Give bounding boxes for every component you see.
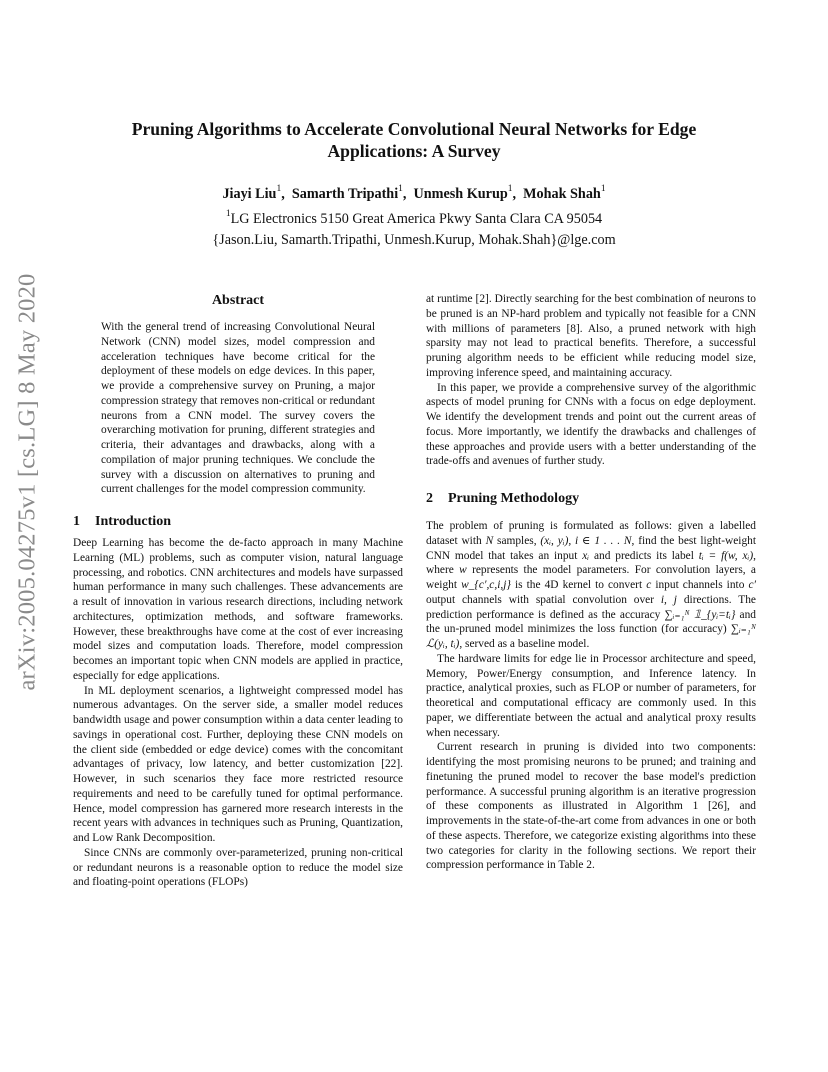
paragraph: The hardware limits for edge lie in Processor architecture and speed, Memory, Power/Energy consumption, and Inference latency. In practice, analytical proxies, such as FLOP or number of parameters, for theoretical and computational efficacy are commonly used. In this paper, we differentiate between the actual and analytical proxy results when necessary. — [426, 652, 756, 739]
section-heading-introduction: 1 Introduction — [73, 514, 171, 529]
author-mark: 1 — [600, 184, 606, 194]
author-emails: {Jason.Liu, Samarth.Tripathi, Unmesh.Kurup, Mohak.Shah}@lge.com — [212, 232, 616, 248]
author-name: Unmesh Kurup — [413, 186, 508, 202]
paragraph: Deep Learning has become the de-facto approach in many Machine Learning (ML) problems, such as computer vision, natural language processing, and robotics. CNN architectures and models have surpassed human performance in many such challenges. These advancements are a result of innovation in various research directions, including network architectures, optimization methods, and software frameworks. However, these breakthroughs have come at the cost of ever increasing model sizes and computation loads. Therefore, model compression becomes an important topic when CNN models are applied in practice, especially for edge applications. — [73, 537, 403, 682]
right-column — [426, 292, 756, 873]
author-mark: 1 — [398, 184, 403, 194]
affiliation-block — [80, 209, 748, 251]
paragraph: The problem of pruning is formulated as follows: given a labelled dataset with N samples, (xᵢ, yᵢ), i ∈ 1 . . . N, find the best light-weight CNN model that takes an input xᵢ and predicts its label tᵢ = f(w, xᵢ), where w represents the model parameters. For convolution layers, a weight w_{c′,c,i,j} is the 4D kernel to convert c input channels into c′ output channels with spatial convolution over i, j directions. The prediction performance is defined as the accuracy ∑ᵢ₌₁ᴺ 𝟙_{yᵢ=tᵢ} and the un-pruned model minimizes the loss function (for accuracy) ∑ᵢ₌₁ᴺ ℒ(yᵢ, tᵢ), served as a baseline model. — [426, 520, 757, 650]
paragraph: In this paper, we provide a comprehensive survey of the algorithmic aspects of model pruning for CNNs with a focus on edge deployment. We identify the development trends and point out the current areas of focus. More importantly, we identify the drawbacks and challenges of these approaches and provide users with a better understanding of the trade-offs and avenues of further study. — [426, 381, 756, 468]
paragraph: Current research in pruning is divided into two components: identifying the most promising neurons to be pruned; and training and finetuning the pruned model to recover the base model's prediction performance. A successful pruning algorithm is an iterative progression of these components as illustrated in Algorithm 1 [26], and improvements in the state-of-the-art come from advances in one or both of these aspects. Therefore, we categorize existing algorithms into these two categories for clarity in the following sections. We report their compression performance in Table 2. — [426, 741, 756, 872]
left-column — [73, 292, 403, 890]
paragraph: In ML deployment scenarios, a lightweight compressed model has numerous advantages. On the server side, a smaller model reduces bandwidth usage and power consumption within a data center leading to savings in operational cost. Further, deploying these CNN models on the client side (embedded or edge device) comes with the concomitant advantages of privacy, low latency, and better customization [22]. However, in such scenarios they face more restricted resource requirements and need to be carefully tuned for optimal performance. Hence, model compression has garnered more research interests in the recent years with advances in techniques such as Pruning, Quantization, and Low Rank Decomposition. — [73, 684, 403, 844]
author-name: Samarth Tripathi — [291, 186, 399, 202]
author-name: Mohak Shah — [523, 186, 601, 202]
paper-title: Pruning Algorithms to Accelerate Convolutional Neural Networks for Edge Applications: A Survey — [131, 119, 697, 161]
author-name: Jiayi Liu — [222, 186, 277, 202]
abstract-text: With the general trend of increasing Convolutional Neural Network (CNN) model sizes, model compression and acceleration techniques have become critical for the deployment of these models on edge devices. In this paper, we provide a comprehensive survey on Pruning, a major compression strategy that removes non-critical or redundant neurons from a CNN model. The survey covers the overarching motivation for pruning, different strategies and criteria, their advantages and drawbacks, along with a compilation of major pruning techniques. We conclude the survey with a discussion on alternatives to pruning and current challenges for the model compression community. — [101, 321, 375, 496]
author-mark: 1 — [276, 184, 282, 194]
abstract — [101, 320, 375, 497]
abstract-heading: Abstract — [211, 293, 265, 308]
affiliation: $^1$LG Electronics 5150 Great America Pkwy Santa Clara CA 95054 — [225, 209, 603, 227]
author-mark: 1 — [507, 184, 513, 194]
arxiv-stamp: arXiv:2005.04275v1 [cs.LG] 8 May 2020 — [14, 273, 42, 691]
affiliation-mark: 1 — [225, 209, 231, 219]
paragraph: Since CNNs are commonly over-parameterized, pruning non-critical or redundant neurons is a reasonable option to reduce the model size and floating-point operations (FLOPs) — [73, 846, 403, 889]
author-list: Jiayi Liu$^1$, Samarth Tripathi$^1$, Unmesh Kurup$^1$, Mohak Shah$^1$ — [222, 184, 606, 202]
section-heading-methodology: 2 Pruning Methodology — [426, 491, 580, 506]
paragraph: at runtime [2]. Directly searching for the best combination of neurons to be pruned is an NP-hard problem and typically not feasible for a CNN with millions of parameters [8]. Also, a pruned network with high sparsity may not lead to practical benefits. Therefore, a successful pruning algorithm needs to be efficient while reducing model size, improving inference speed, and maintaining accuracy. — [426, 293, 756, 379]
